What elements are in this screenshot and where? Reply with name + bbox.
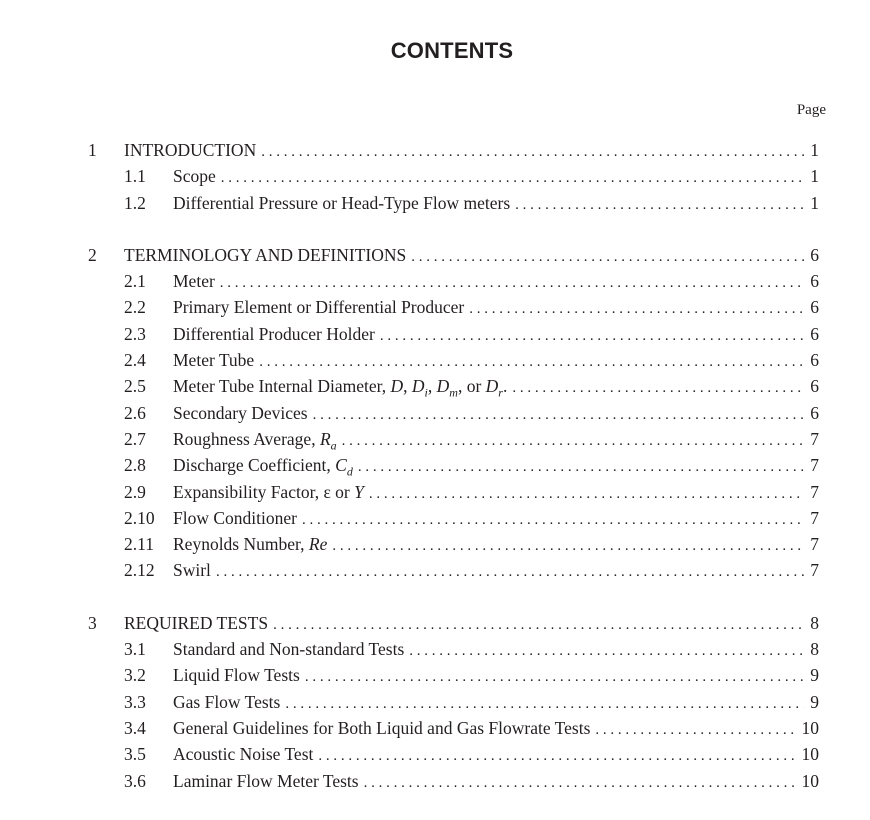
dot-leader: [221, 165, 804, 191]
toc-page-number: 7: [810, 534, 819, 555]
toc-title: Primary Element or Differential Producer: [173, 297, 465, 318]
toc-page-number: 6: [810, 271, 819, 292]
toc-entry-reynolds-number[interactable]: [88, 531, 819, 557]
toc-entry-standard-tests[interactable]: [88, 636, 819, 662]
dot-leader: [313, 402, 804, 428]
toc-title: Expansibility Factor, ε or Y: [173, 481, 364, 502]
toc-number: 3.6: [124, 770, 146, 791]
toc-page-number: 9: [810, 665, 819, 686]
toc-page-number: 1: [810, 140, 819, 160]
dot-leader: [259, 349, 804, 375]
toc-page-number: 6: [810, 350, 819, 371]
page-column-header: Page: [796, 102, 826, 118]
toc-entry-expansibility-factor[interactable]: [88, 479, 819, 505]
toc-entry-acoustic-noise-test[interactable]: [88, 741, 819, 767]
toc-page-number: 8: [810, 639, 819, 660]
toc-entry-differential-producer-holder[interactable]: [88, 321, 819, 347]
toc-entry-terminology-and-definitions[interactable]: [88, 242, 819, 268]
toc-number: 2.2: [124, 297, 146, 318]
dot-leader: [411, 244, 804, 270]
toc-number: 2.10: [124, 507, 155, 528]
toc-title: Acoustic Noise Test: [173, 744, 314, 765]
toc-page-number: 8: [810, 612, 819, 633]
toc-entry-discharge-coefficient[interactable]: [88, 452, 819, 478]
dot-leader: [515, 192, 804, 218]
dot-leader: [318, 743, 796, 769]
toc-page-number: 10: [801, 744, 819, 765]
toc-title: REQUIRED TESTS: [124, 612, 269, 633]
toc-entry-liquid-flow-tests[interactable]: [88, 662, 819, 688]
toc-number: 2: [88, 244, 97, 265]
toc-page-number: 10: [801, 770, 819, 791]
toc-page-number: 7: [810, 455, 819, 476]
toc-number: 1.2: [124, 192, 146, 213]
toc-title: Gas Flow Tests: [173, 691, 281, 712]
toc-page-number: 9: [810, 691, 819, 712]
dot-leader: [216, 559, 804, 585]
toc-page-number: 7: [810, 428, 819, 449]
dot-leader: [273, 612, 804, 638]
toc-section-1: [88, 137, 819, 216]
toc-entry-swirl[interactable]: [88, 557, 819, 583]
toc-number: 2.4: [124, 350, 146, 371]
toc-number: 3.2: [124, 665, 146, 686]
toc-number: 2.8: [124, 455, 146, 476]
toc-entry-meter-tube[interactable]: [88, 347, 819, 373]
toc-entry-meter[interactable]: [88, 268, 819, 294]
toc-entry-laminar-flow-meter-tests[interactable]: [88, 768, 819, 794]
toc-title: Liquid Flow Tests: [173, 665, 300, 686]
toc-page-number: 7: [810, 507, 819, 528]
toc-number: 3.3: [124, 691, 146, 712]
toc-entry-general-guidelines[interactable]: [88, 715, 819, 741]
toc-number: 3.5: [124, 744, 146, 765]
toc-page-number: 10: [801, 717, 819, 738]
toc-entry-gas-flow-tests[interactable]: [88, 689, 819, 715]
toc-entry-meter-tube-internal-diameter[interactable]: [88, 373, 819, 399]
toc-title: Laminar Flow Meter Tests: [173, 770, 359, 791]
toc-number: 3: [88, 612, 97, 633]
toc-page-number: 1: [810, 166, 819, 187]
toc-number: 2.6: [124, 402, 146, 423]
toc-page-number: 1: [810, 192, 819, 213]
dot-leader: [369, 481, 804, 507]
toc-title: TERMINOLOGY AND DEFINITIONS: [124, 244, 407, 265]
toc-page-number: 7: [810, 560, 819, 581]
dot-leader: [364, 770, 797, 796]
dot-leader: [305, 664, 804, 690]
toc-number: 2.7: [124, 428, 146, 449]
toc-entry-required-tests[interactable]: [88, 610, 819, 636]
dot-leader: [358, 454, 804, 480]
toc-number: 2.12: [124, 560, 155, 581]
toc-section-2: [88, 242, 819, 584]
toc-number: 2.1: [124, 271, 146, 292]
toc-page-number: 6: [810, 376, 819, 397]
toc-title: Roughness Average, $R_a$: [173, 428, 337, 453]
dot-leader: [342, 428, 804, 454]
toc-page-number: 6: [810, 323, 819, 344]
toc-entry-differential-pressure-flow-meters[interactable]: [88, 190, 819, 216]
toc-title: INTRODUCTION: [124, 140, 257, 160]
toc-title: Flow Conditioner: [173, 507, 297, 528]
toc-title: General Guidelines for Both Liquid and Gas Flowrate Tests: [173, 717, 591, 738]
dot-leader: [332, 533, 804, 559]
toc-entry-scope[interactable]: [88, 163, 819, 189]
toc-title: Reynolds Number, Re: [173, 534, 328, 555]
table-of-contents: [88, 137, 819, 820]
toc-title: Meter Tube Internal Diameter, D, $D_i$, $D_m$, or $D_r$.: [173, 376, 508, 400]
toc-title: Meter: [173, 271, 215, 292]
toc-title: Standard and Non-standard Tests: [173, 639, 405, 660]
toc-title: Differential Pressure or Head-Type Flow meters: [173, 192, 511, 213]
toc-number: 3.4: [124, 717, 146, 738]
toc-title: Differential Producer Holder: [173, 323, 375, 344]
toc-number: 2.11: [124, 534, 154, 555]
toc-number: 2.3: [124, 323, 146, 344]
toc-section-3: [88, 610, 819, 794]
toc-number: 3.1: [124, 639, 146, 660]
toc-page-number: 6: [810, 297, 819, 318]
toc-page-number: 7: [810, 481, 819, 502]
toc-entry-primary-element[interactable]: [88, 294, 819, 320]
toc-title: Scope: [173, 166, 216, 187]
toc-entry-roughness-average[interactable]: [88, 426, 819, 452]
toc-page-number: 6: [810, 402, 819, 423]
dot-leader: [512, 375, 804, 401]
toc-title: Discharge Coefficient, $C_d$: [173, 455, 353, 479]
dot-leader: [285, 691, 804, 717]
toc-number: 1: [88, 140, 97, 160]
dot-leader: [380, 323, 804, 349]
dot-leader: [469, 296, 804, 322]
dot-leader: [302, 507, 804, 533]
dot-leader: [220, 270, 804, 296]
toc-title: Swirl: [173, 560, 211, 581]
dot-leader: [595, 717, 796, 743]
toc-page-number: 6: [810, 244, 819, 265]
toc-title: Meter Tube: [173, 350, 255, 371]
toc-title: Secondary Devices: [173, 402, 308, 423]
dot-leader: [261, 139, 804, 165]
toc-number: 2.9: [124, 481, 146, 502]
toc-entry-secondary-devices[interactable]: [88, 400, 819, 426]
page-title: CONTENTS: [390, 38, 514, 63]
dot-leader: [409, 638, 804, 664]
toc-number: 1.1: [124, 166, 146, 187]
toc-entry-introduction[interactable]: [88, 137, 819, 163]
toc-entry-flow-conditioner[interactable]: [88, 505, 819, 531]
toc-number: 2.5: [124, 376, 146, 397]
